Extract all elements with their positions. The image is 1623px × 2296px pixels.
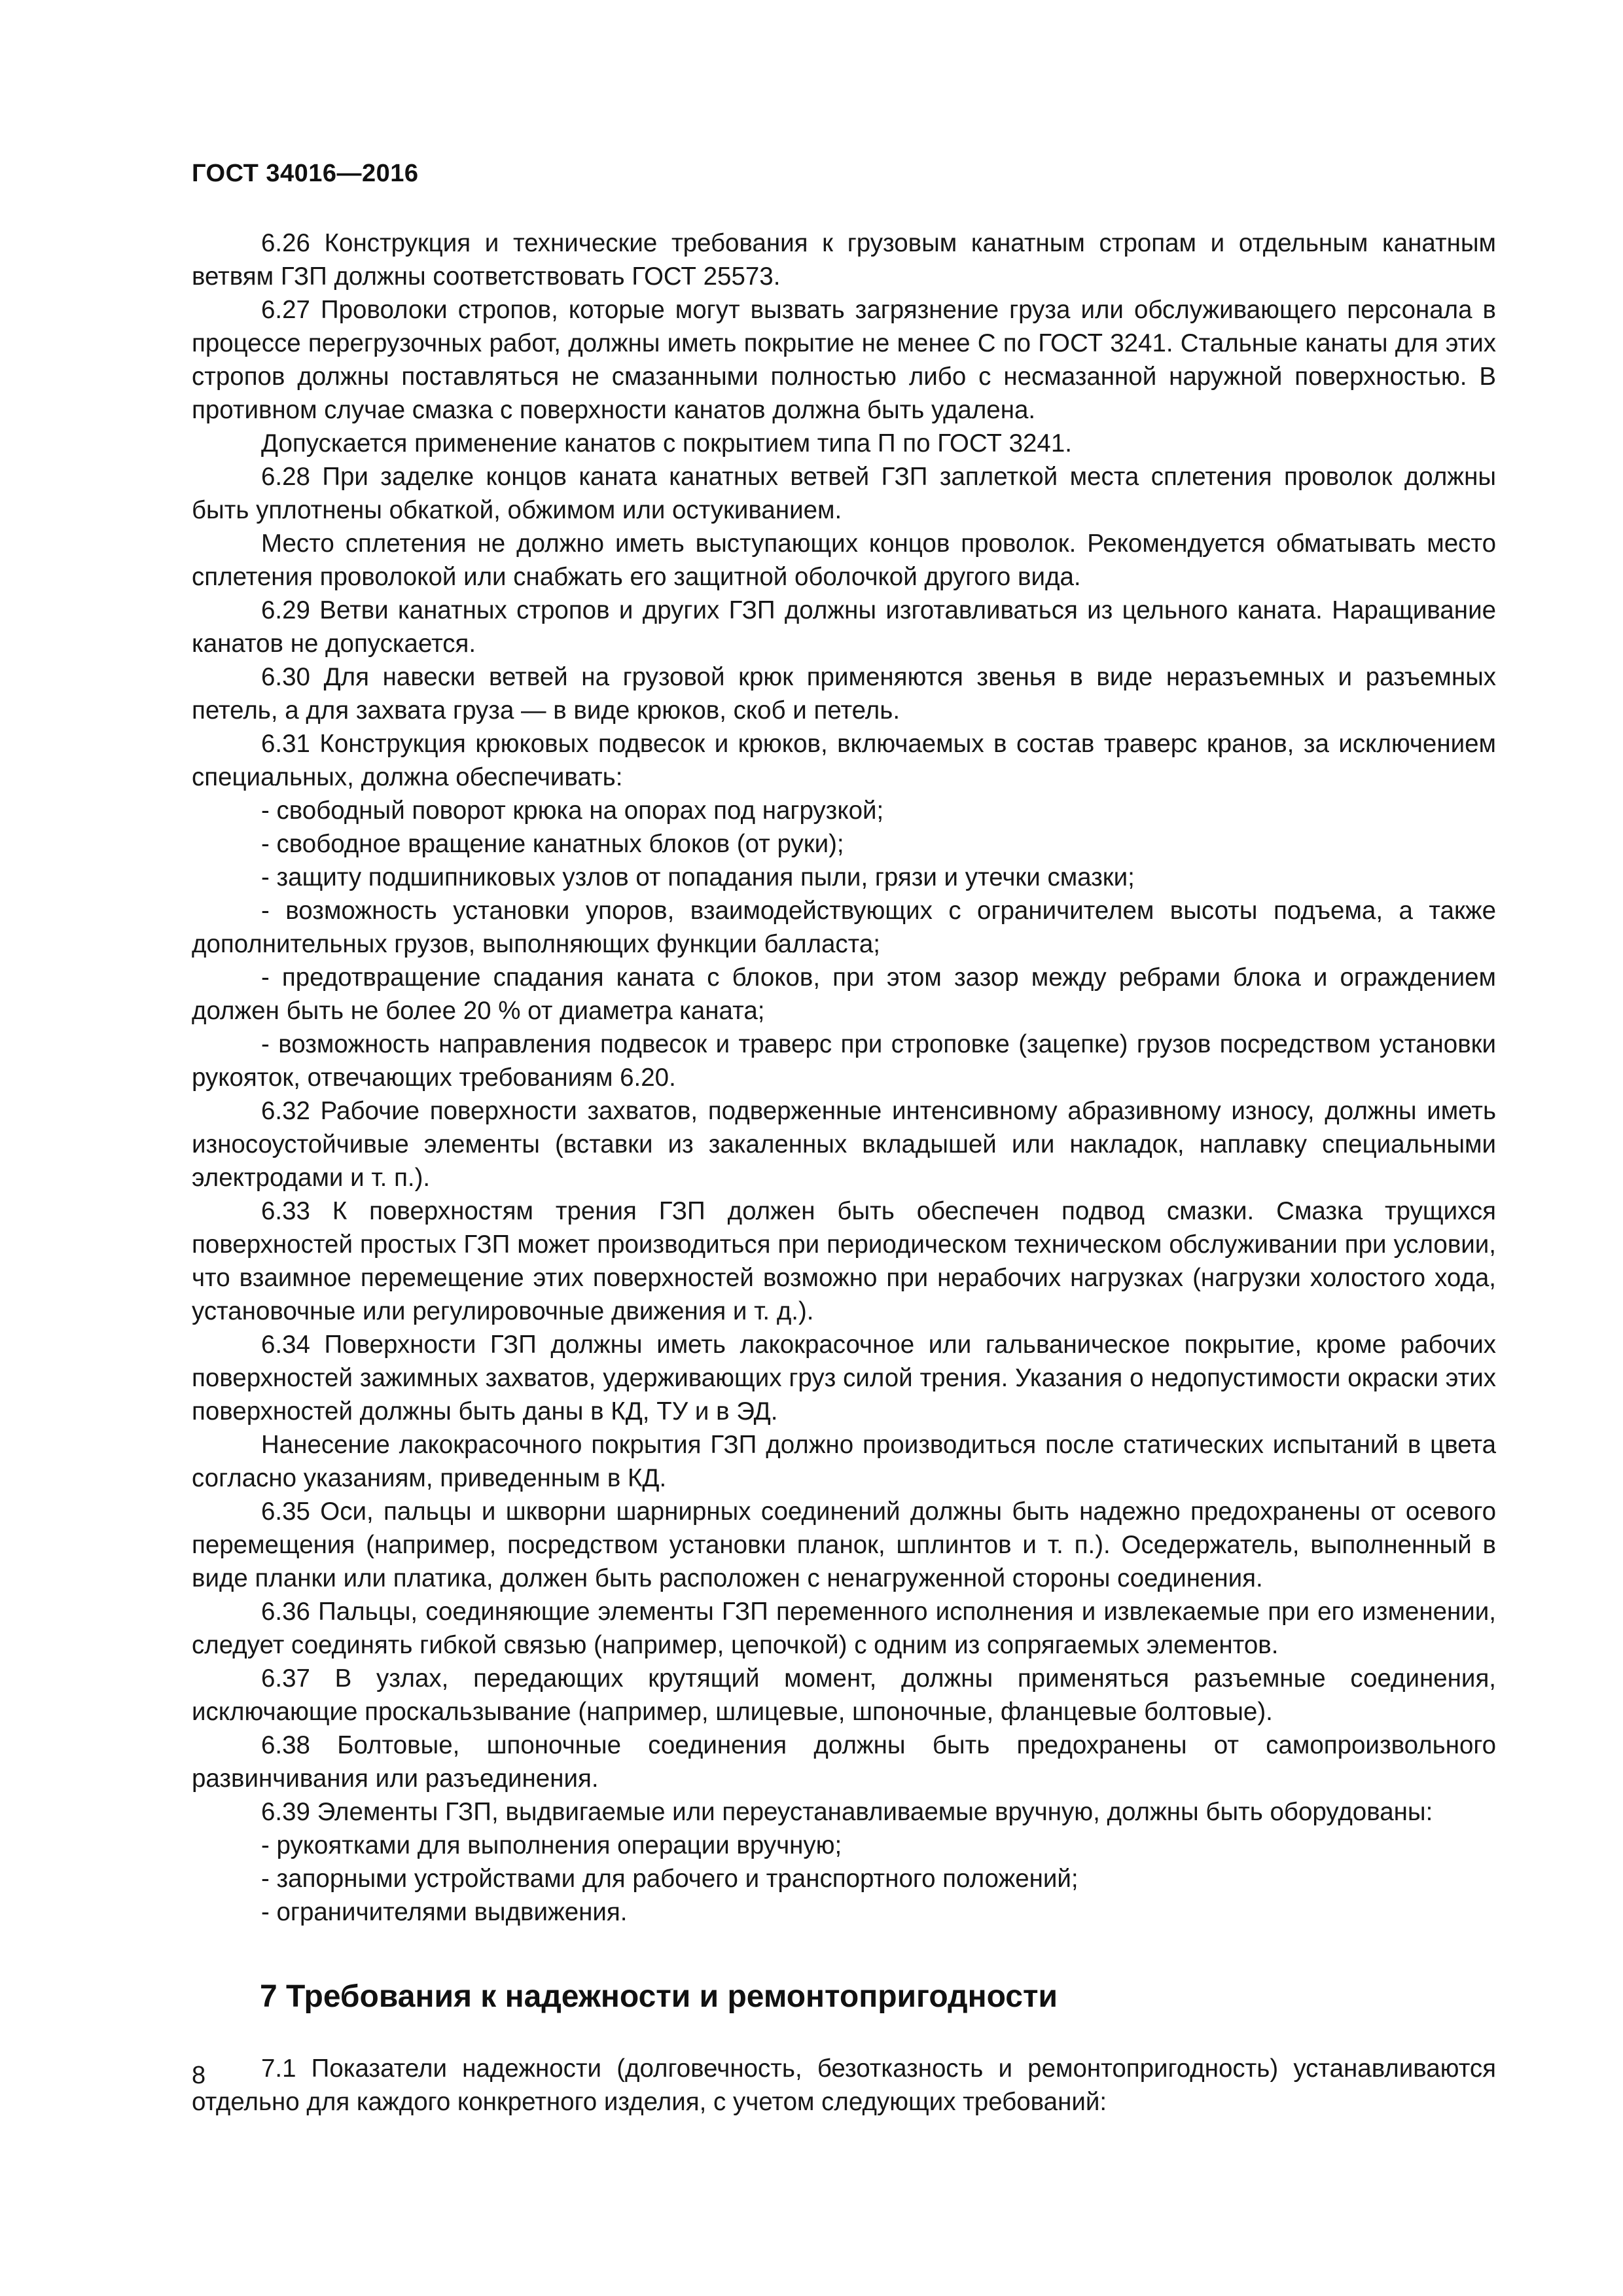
paragraph-6-31: 6.31 Конструкция крюковых подвесок и крюков, включаемых в состав траверс кранов, за исключением специальных, должна обеспечивать: xyxy=(192,730,1496,791)
paragraph-6-32: 6.32 Рабочие поверхности захватов, подверженные интенсивному абразивному износу, должны иметь износоустойчивые элементы (вставки из закаленных вкладышей или накладок, наплавку специальными электродами и т. п.). xyxy=(192,1097,1496,1192)
paragraph-6-30: 6.30 Для навески ветвей на грузовой крюк применяются звенья в виде неразъемных и разъемных петель, а для захвата груза — в виде крюков, скоб и петель. xyxy=(192,663,1496,725)
paragraph-6-29: 6.29 Ветви канатных стропов и других ГЗП должны изготавливаться из цельного каната. Наращивание канатов не допускается. xyxy=(192,596,1496,658)
paragraph-6-36: 6.36 Пальцы, соединяющие элементы ГЗП переменного исполнения и извлекаемые при его изменении, следует соединять гибкой связью (например, цепочкой) с одним из сопрягаемых элементов. xyxy=(192,1598,1496,1659)
paragraph-6-37: 6.37 В узлах, передающих крутящий момент, должны применяться разъемные соединения, исключающие проскальзывание (например, шлицевые, шпоночные, фланцевые болтовые). xyxy=(192,1664,1496,1726)
list-item: - предотвращение спадания каната с блоков, при этом зазор между ребрами блока и ограждением должен быть не более 20 % от диаметра каната; xyxy=(192,963,1496,1025)
paragraph-6-33: 6.33 К поверхностям трения ГЗП должен быть обеспечен подвод смазки. Смазка трущихся поверхностей простых ГЗП может производиться при периодическом техническом обслуживании при условии, что взаимное перемещение этих поверхностей возможно при нерабочих нагрузках (нагрузки холостого хода, установочные или регулировочные движения и т. д.). xyxy=(192,1197,1496,1325)
standard-header: ГОСТ 34016—2016 xyxy=(192,160,419,187)
paragraph-6-26: 6.26 Конструкция и технические требования к грузовым канатным стропам и отдельным канатным ветвям ГЗП должны соответствовать ГОСТ 25573. xyxy=(192,229,1496,291)
page-number: 8 xyxy=(192,2062,206,2089)
paragraph-6-28: 6.28 При заделке концов каната канатных ветвей ГЗП заплеткой места сплетения проволок должны быть уплотнены обкаткой, обжимом или остукиванием. xyxy=(192,463,1496,524)
list-item: - возможность направления подвесок и траверс при строповке (зацепке) грузов посредством установки рукояток, отвечающих требованиям 6.20. xyxy=(192,1030,1496,1092)
document-body xyxy=(192,226,1496,2119)
list-item: - ограничителями выдвижения. xyxy=(261,1898,628,1926)
list-item: - свободное вращение канатных блоков (от руки); xyxy=(261,830,844,858)
list-item: - запорными устройствами для рабочего и транспортного положений; xyxy=(261,1865,1079,1893)
paragraph-6-27-note: Допускается применение канатов с покрытием типа П по ГОСТ 3241. xyxy=(261,429,1072,457)
paragraph-6-39: 6.39 Элементы ГЗП, выдвигаемые или переустанавливаемые вручную, должны быть оборудованы: xyxy=(261,1798,1433,1826)
paragraph-6-35: 6.35 Оси, пальцы и шкворни шарнирных соединений должны быть надежно предохранены от осевого перемещения (например, посредством установки планок, шплинтов и т. п.). Оседержатель, выполненный в виде планки или платика, должен быть расположен с ненагруженной стороны соединения. xyxy=(192,1498,1496,1592)
paragraph-7-1: 7.1 Показатели надежности (долговечность, безотказность и ремонтопригодность) устанавливаются отдельно для каждого конкретного изделия, с учетом следующих требований: xyxy=(192,2054,1496,2116)
section-7-title: 7 Требования к надежности и ремонтопригодности xyxy=(260,1979,1058,2014)
list-item: - свободный поворот крюка на опорах под нагрузкой; xyxy=(261,797,884,825)
paragraph-6-27: 6.27 Проволоки стропов, которые могут вызвать загрязнение груза или обслуживающего персонала в процессе перегрузочных работ, должны иметь покрытие не менее С по ГОСТ 3241. Стальные канаты для этих стропов должны поставляться не смазанными полностью либо с несмазанной наружной поверхностью. В противном случае смазка с поверхности канатов должна быть удалена. xyxy=(192,296,1496,424)
paragraph-6-38: 6.38 Болтовые, шпоночные соединения должны быть предохранены от самопроизвольного развинчивания или разъединения. xyxy=(192,1731,1496,1793)
paragraph-6-34-note: Нанесение лакокрасочного покрытия ГЗП должно производиться после статических испытаний в цвета согласно указаниям, приведенным в КД. xyxy=(192,1431,1496,1492)
list-item: - рукоятками для выполнения операции вручную; xyxy=(261,1831,842,1859)
list-item: - защиту подшипниковых узлов от попадания пыли, грязи и утечки смазки; xyxy=(261,863,1135,891)
paragraph-6-34: 6.34 Поверхности ГЗП должны иметь лакокрасочное или гальваническое покрытие, кроме рабочих поверхностей зажимных захватов, удерживающих груз силой трения. Указания о недопустимости окраски этих поверхностей должны быть даны в КД, ТУ и в ЭД. xyxy=(192,1331,1496,1426)
list-item: - возможность установки упоров, взаимодействующих с ограничителем высоты подъема, а также дополнительных грузов, выполняющих функции балласта; xyxy=(192,897,1496,958)
paragraph-6-28-note: Место сплетения не должно иметь выступающих концов проволок. Рекомендуется обматывать место сплетения проволокой или снабжать его защитной оболочкой другого вида. xyxy=(192,529,1496,591)
